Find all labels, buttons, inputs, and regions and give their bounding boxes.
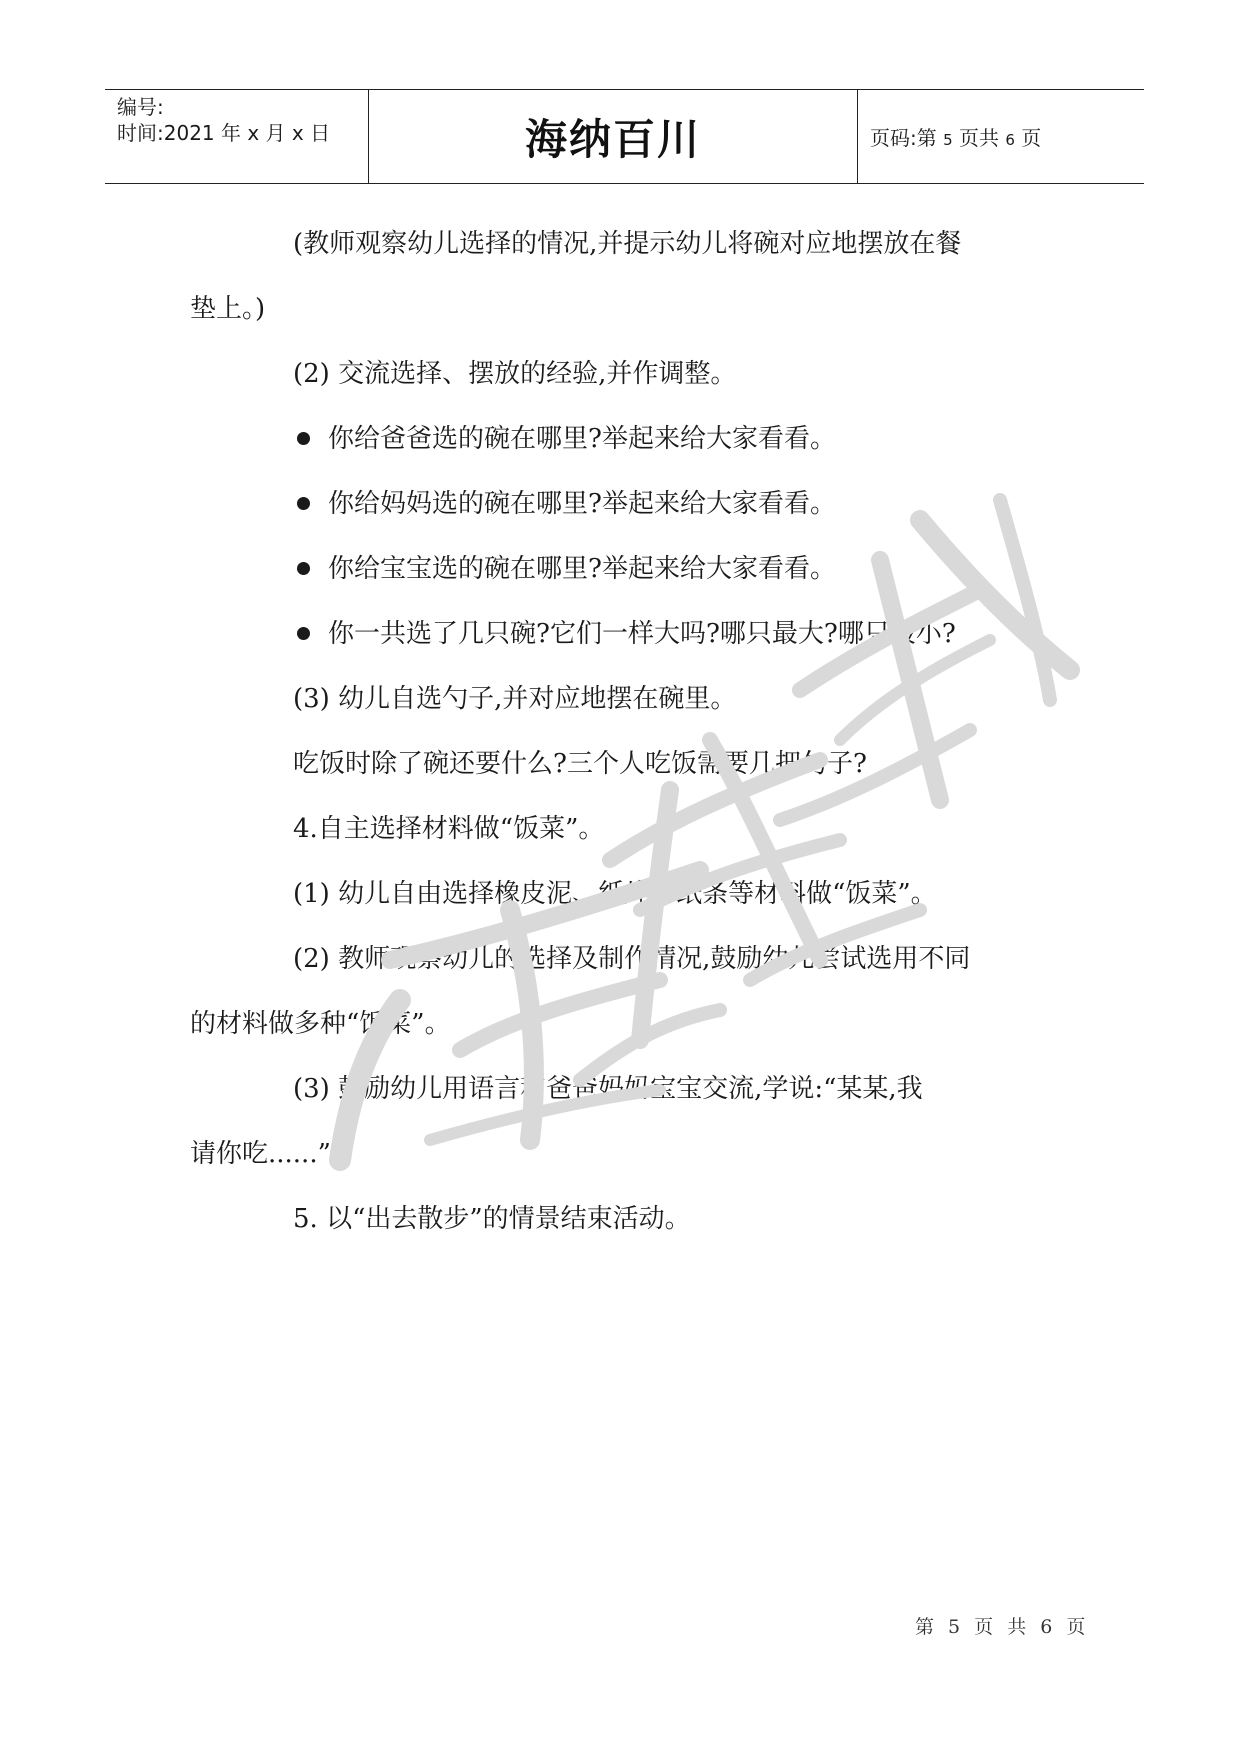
paragraph-line: (教师观察幼儿选择的情况,并提示幼儿将碗对应地摆放在餐 [293, 229, 962, 259]
page-code-middle: 页共 [952, 126, 1006, 150]
paragraph-line: 的材料做多种“饭菜”。 [190, 1009, 451, 1039]
date-value: 2021 年 x 月 x 日 [163, 121, 331, 145]
paragraph-line: (3) 鼓励幼儿用语言和爸爸妈妈宝宝交流,学说:“某某,我 [293, 1074, 923, 1104]
bullet-item [190, 537, 1060, 602]
paragraph-line: (2) 交流选择、摆放的经验,并作调整。 [293, 359, 737, 389]
paragraph-line: (2) 教师观察幼儿的选择及制作情况,鼓励幼儿尝试选用不同 [293, 944, 971, 974]
page-code-prefix: 页码:第 [870, 126, 944, 150]
paragraph-line: 5. 以“出去散步”的情景结束活动。 [293, 1204, 691, 1234]
paragraph-line: 吃饭时除了碗还要什么?三个人吃饭需要几把勺子? [293, 749, 867, 779]
bullet-item [190, 602, 1060, 667]
brand-title: 海纳百川 [524, 114, 701, 164]
bullet-icon [297, 562, 310, 575]
paragraph-line: 4.自主选择材料做“饭菜”。 [293, 814, 605, 844]
document-header [105, 89, 1144, 184]
page-code-suffix: 页 [1014, 126, 1042, 150]
document-body [190, 212, 1060, 1252]
bullet-icon [297, 497, 310, 510]
paragraph-line: 请你吃......” [190, 1139, 331, 1169]
bullet-text: 你给妈妈选的碗在哪里?举起来给大家看看。 [328, 489, 836, 519]
page-code [870, 122, 1041, 151]
bullet-item [190, 472, 1060, 537]
page-footer: 第 5 页 共 6 页 [915, 1616, 1090, 1638]
bullet-icon [297, 432, 310, 445]
bullet-icon [297, 627, 310, 640]
bullet-text: 你给爸爸选的碗在哪里?举起来给大家看看。 [328, 424, 836, 454]
page-current: 5 [943, 131, 953, 149]
bullet-text: 你一共选了几只碗?它们一样大吗?哪只最大?哪只最小? [328, 619, 956, 649]
date-line [117, 120, 330, 146]
page-total: 6 [1005, 131, 1015, 149]
serial-number-label: 编号: [117, 95, 164, 119]
paragraph-line: (3) 幼儿自选勺子,并对应地摆在碗里。 [293, 684, 737, 714]
paragraph-line: 垫上。) [190, 294, 266, 324]
header-title-cell [369, 90, 858, 183]
header-page-cell [858, 90, 1144, 183]
date-label: 时间: [117, 121, 164, 145]
paragraph-line: (1) 幼儿自由选择橡皮泥、纸片、纸条等材料做“饭菜”。 [293, 879, 937, 909]
header-meta-cell [105, 90, 369, 183]
bullet-text: 你给宝宝选的碗在哪里?举起来给大家看看。 [328, 554, 836, 584]
bullet-item [190, 407, 1060, 472]
